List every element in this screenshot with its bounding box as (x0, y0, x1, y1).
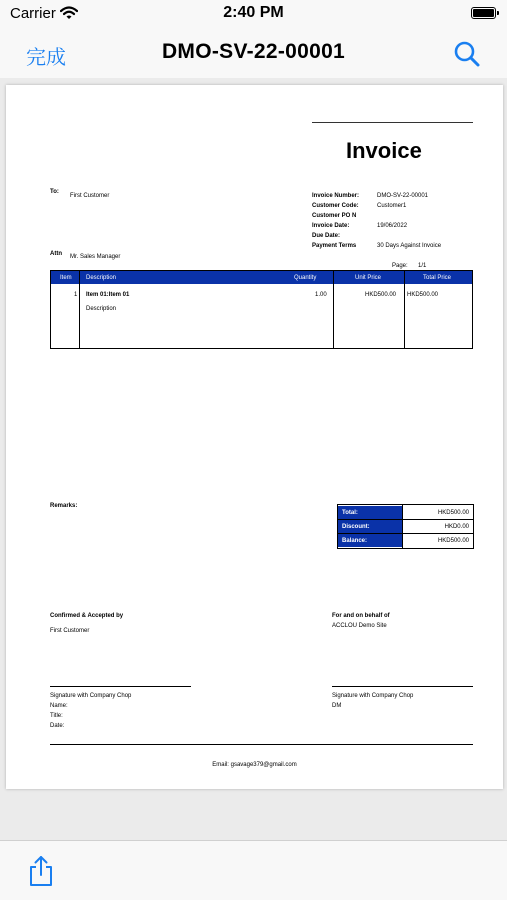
totals-value-cell (403, 506, 473, 519)
meta-value: 19/06/2022 (377, 223, 408, 229)
totals-value: HKD500.00 (437, 510, 469, 516)
signature-name-left: Name: (50, 703, 68, 709)
behalf-value: ACCLOU Demo Site (332, 623, 387, 629)
signature-title-left: Title: (50, 713, 63, 719)
column-header: Total Price (423, 275, 452, 281)
row-sub-description: Description (86, 306, 117, 312)
totals-label: Discount: (342, 524, 370, 530)
share-icon[interactable] (27, 855, 55, 887)
footer-email: Email: gsavage379@gmail.com (212, 762, 297, 768)
totals-label: Total: (342, 510, 358, 516)
bottom-toolbar (0, 840, 507, 900)
meta-value: DMO-SV-22-00001 (377, 193, 429, 199)
column-header: Unit Price (355, 275, 382, 281)
done-button[interactable]: 完成 (26, 45, 66, 69)
page-value: 1/1 (418, 263, 427, 269)
pdf-viewer[interactable] (0, 78, 507, 840)
items-table (50, 270, 473, 349)
navigation-bar (0, 28, 507, 78)
meta-value: 30 Days Against Invoice (377, 243, 442, 249)
behalf-label: For and on behalf of (332, 613, 390, 619)
confirmed-label: Confirmed & Accepted by (50, 613, 124, 619)
column-header: Item (60, 275, 72, 281)
row-item: 1 (74, 292, 78, 298)
clock: 2:40 PM (223, 4, 284, 21)
totals-table (337, 504, 474, 549)
items-table-header (51, 271, 472, 284)
attn-label: Attn (50, 251, 62, 257)
invoice-page (6, 85, 503, 789)
search-icon[interactable] (452, 39, 482, 69)
column-header: Description (86, 275, 117, 281)
totals-value-cell (403, 534, 473, 547)
to-label: To: (50, 189, 59, 195)
attn-value: Mr. Sales Manager (70, 254, 121, 260)
totals-value: HKD500.00 (437, 538, 469, 544)
totals-label-cell (338, 506, 402, 519)
remarks-label: Remarks: (50, 503, 78, 509)
row-total-price: HKD500.00 (407, 292, 439, 298)
footer-rule (50, 744, 473, 745)
status-bar (0, 0, 507, 28)
signature-caption-right: Signature with Company Chop (332, 693, 414, 699)
meta-label: Customer PO N (312, 213, 357, 219)
totals-label-cell (338, 534, 402, 547)
signature-line-right (332, 686, 473, 687)
invoice-title: Invoice (346, 138, 422, 163)
signature-date-left: Date: (50, 723, 65, 729)
title-rule (312, 122, 473, 123)
totals-value: HKD0.00 (444, 524, 469, 530)
meta-label: Payment Terms (312, 243, 357, 249)
meta-label: Invoice Number: (312, 193, 360, 199)
signature-line-left (50, 686, 191, 687)
meta-label: Customer Code: (312, 203, 359, 209)
meta-label: Invoice Date: (312, 223, 350, 229)
column-divider (79, 271, 80, 348)
carrier-label: Carrier (10, 5, 56, 22)
signature-caption-left: Signature with Company Chop (50, 693, 132, 699)
totals-value-cell (403, 520, 473, 533)
column-header: Quantity (294, 275, 317, 281)
meta-label: Due Date: (312, 233, 341, 239)
battery-tip (497, 11, 499, 15)
page-label: Page: (392, 263, 408, 269)
row-quantity: 1.00 (315, 292, 327, 298)
to-value: First Customer (70, 193, 110, 199)
battery-icon (471, 7, 496, 19)
totals-column-divider (402, 505, 403, 548)
document-title: DMO-SV-22-00001 (161, 40, 346, 63)
row-unit-price: HKD500.00 (365, 292, 397, 298)
confirmed-value: First Customer (50, 628, 90, 634)
column-divider (333, 271, 334, 348)
row-description: Item 01:Item 01 (86, 292, 130, 298)
meta-value: Customer1 (377, 203, 407, 209)
signature-name-right: DM (332, 703, 342, 709)
column-divider (404, 271, 405, 348)
totals-label: Balance: (342, 538, 368, 544)
totals-label-cell (338, 520, 402, 533)
